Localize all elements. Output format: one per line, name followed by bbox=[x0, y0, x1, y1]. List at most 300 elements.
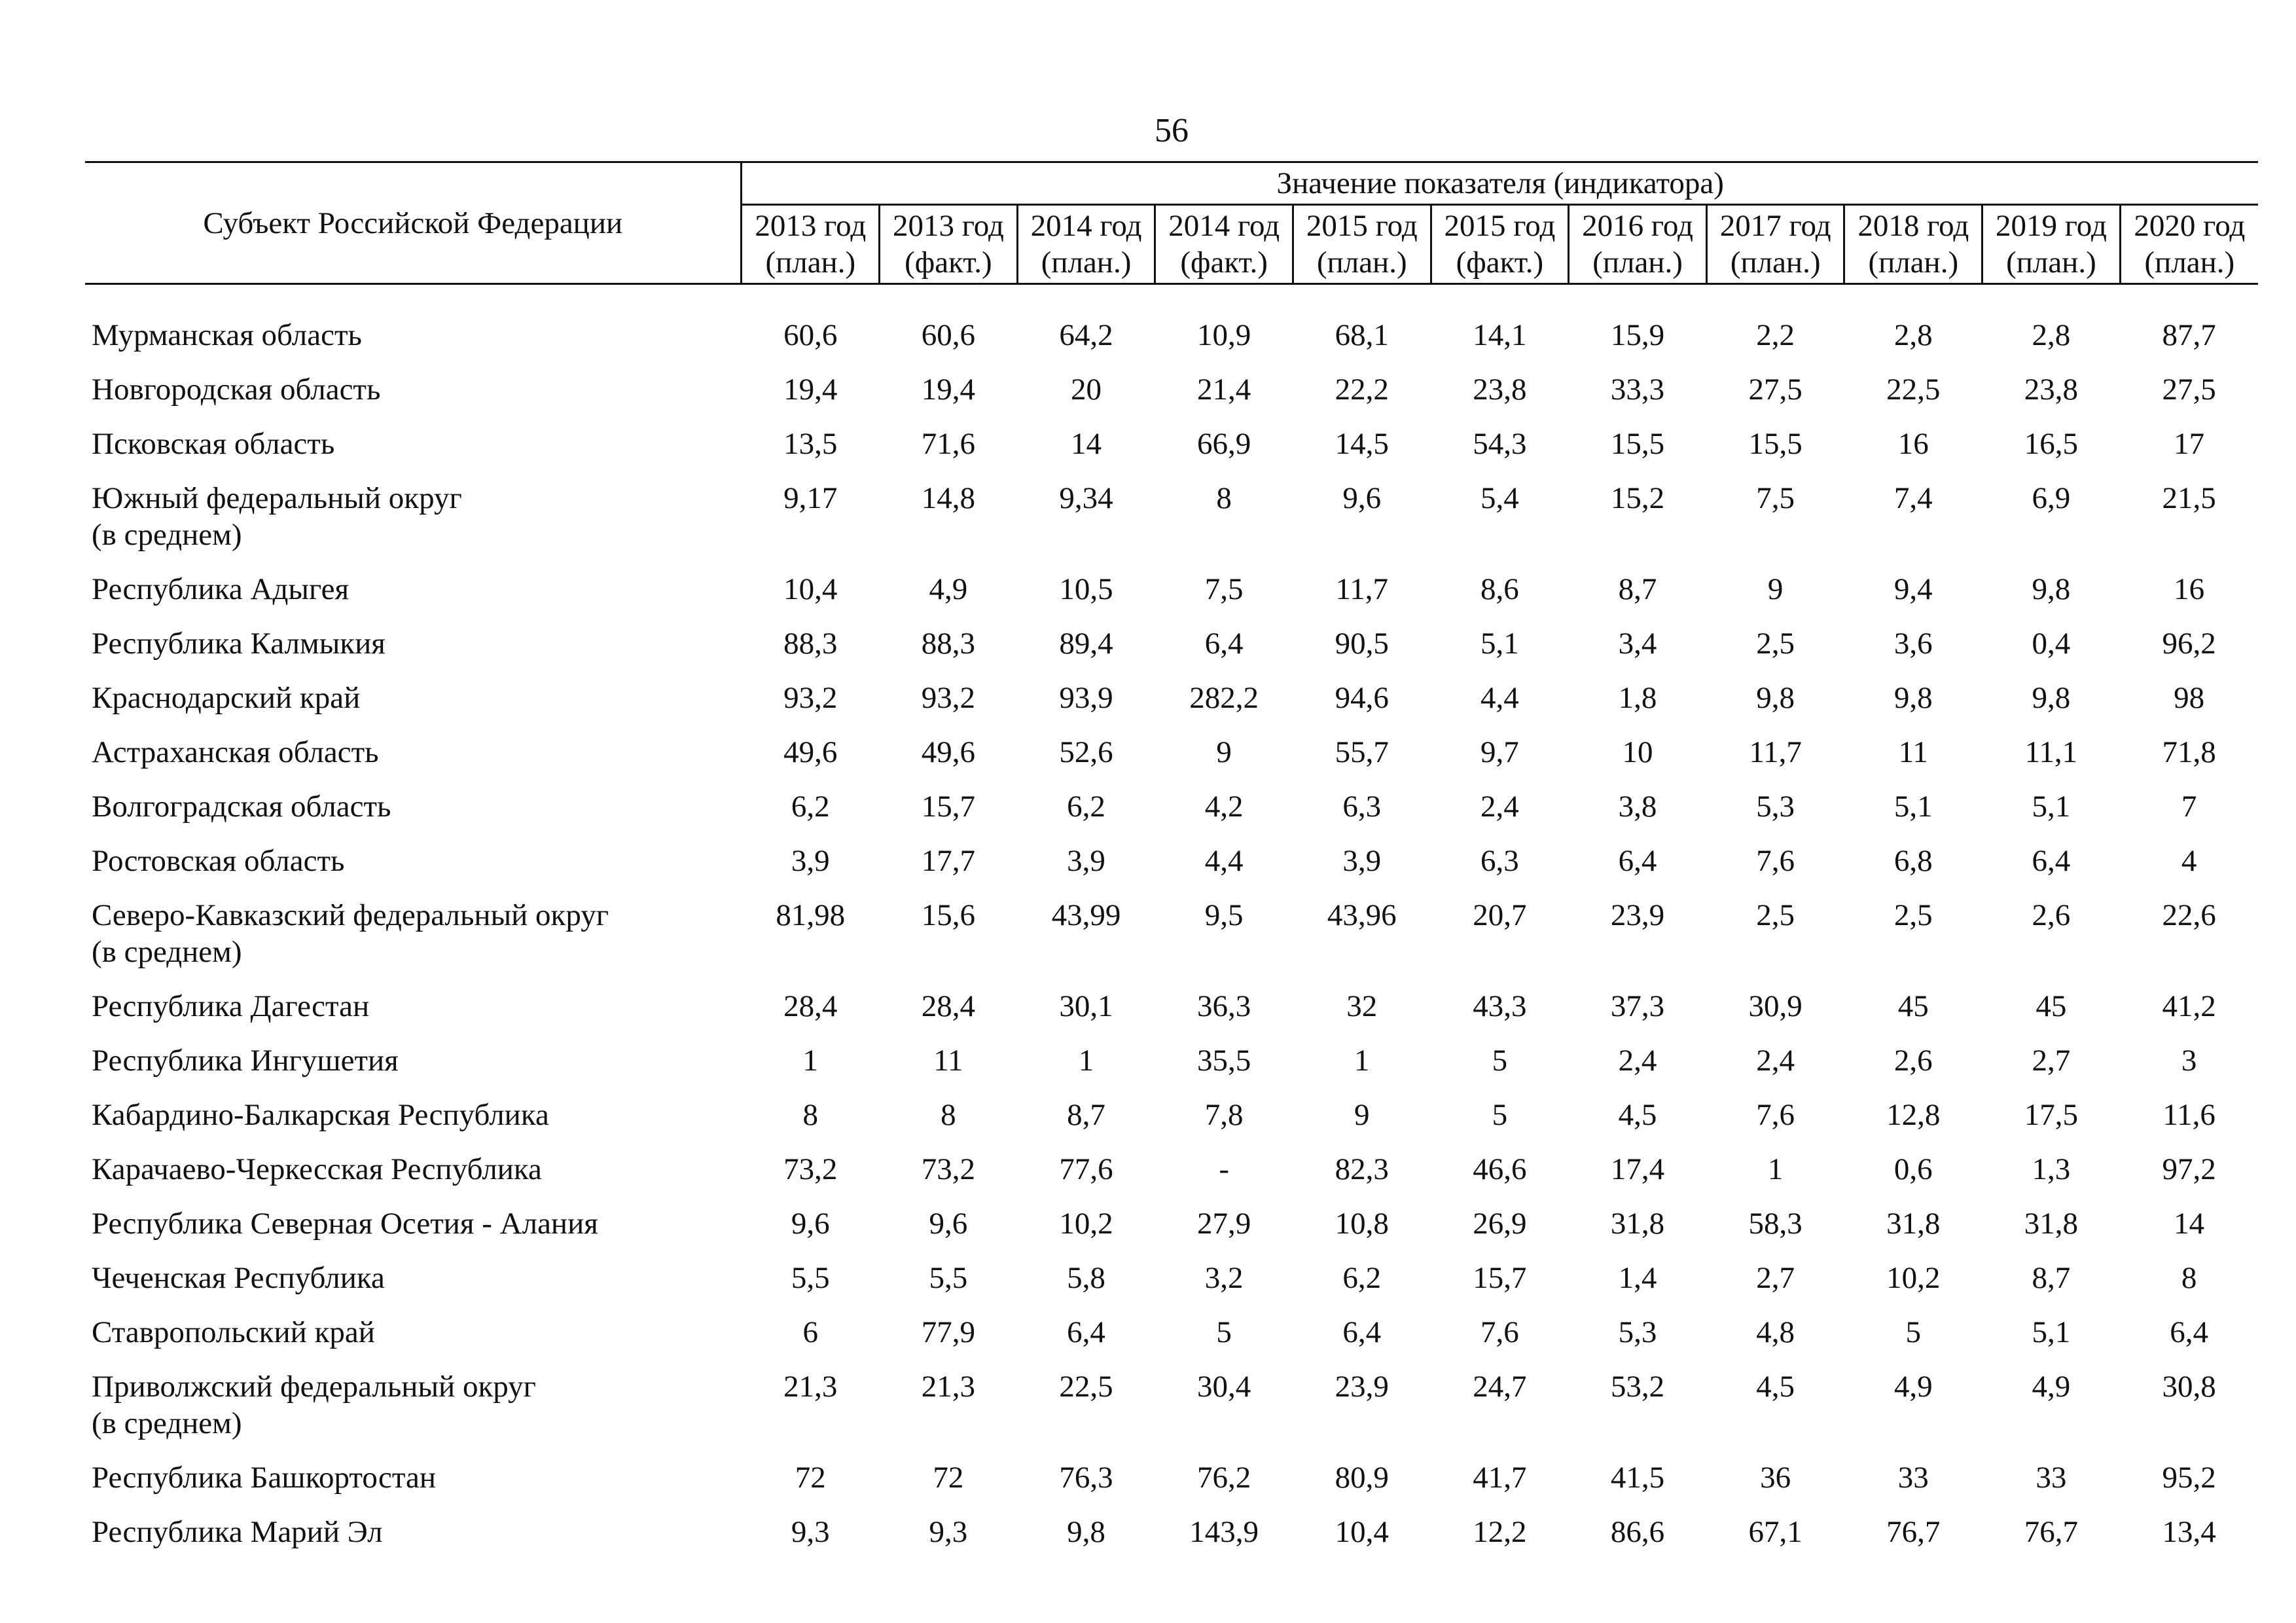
value-cell: 24,7 bbox=[1473, 1370, 1527, 1404]
year-column-header bbox=[1293, 205, 1431, 284]
value-cell: 43,96 bbox=[1327, 898, 1397, 932]
region-name: Астраханская область bbox=[92, 735, 379, 769]
value-cell: 66,9 bbox=[1197, 427, 1251, 461]
value-cell: 10,4 bbox=[1335, 1515, 1389, 1549]
value-cell: 4,2 bbox=[1204, 790, 1244, 824]
value-cell: 12,2 bbox=[1473, 1515, 1527, 1549]
table-row bbox=[85, 1091, 2258, 1145]
value-cell: 23,9 bbox=[1335, 1370, 1389, 1404]
value-cell: 43,99 bbox=[1051, 898, 1121, 932]
table-row bbox=[85, 1254, 2258, 1308]
value-cell: 9 bbox=[1767, 572, 1784, 606]
value-cell: 2,8 bbox=[1893, 318, 1933, 352]
value-cell: 10,2 bbox=[1886, 1261, 1941, 1295]
value-cell: 41,2 bbox=[2162, 989, 2216, 1023]
region-name: Республика Адыгея bbox=[92, 572, 350, 606]
value-cell: 6,4 bbox=[2170, 1315, 2208, 1349]
value-cell: 6 bbox=[802, 1315, 819, 1349]
value-cell: 93,2 bbox=[783, 681, 838, 715]
region-name: Республика Дагестан bbox=[92, 989, 370, 1023]
region-cell bbox=[85, 420, 742, 474]
value-cell: 8 bbox=[802, 1098, 819, 1132]
value-cell: 6,4 bbox=[1204, 627, 1244, 661]
value-cell: 49,6 bbox=[921, 735, 976, 769]
table-row bbox=[85, 1036, 2258, 1091]
value-cell: 1 bbox=[1354, 1044, 1370, 1078]
value-cell: 11 bbox=[1898, 735, 1928, 769]
region-name: Ставропольский край bbox=[92, 1315, 375, 1349]
value-cell: 21,5 bbox=[2162, 481, 2216, 515]
year-label: 2020 год bbox=[2134, 209, 2246, 243]
value-cell: 17 bbox=[2174, 427, 2205, 461]
value-cell: 9,34 bbox=[1059, 481, 1113, 515]
value-cell: 96,2 bbox=[2162, 627, 2216, 661]
table-body bbox=[85, 284, 2258, 1563]
value-cell: 6,2 bbox=[1067, 790, 1105, 824]
value-cell: 5,4 bbox=[1480, 481, 1519, 515]
value-cell: 8,7 bbox=[2032, 1261, 2071, 1295]
kind-label: (факт.) bbox=[1180, 246, 1268, 280]
value-cell: 30,8 bbox=[2162, 1370, 2216, 1404]
value-cell: 41,7 bbox=[1473, 1461, 1527, 1495]
value-cell: 6,4 bbox=[1067, 1315, 1105, 1349]
value-cell: 11,7 bbox=[1335, 572, 1389, 606]
value-cell: 86,6 bbox=[1610, 1515, 1665, 1549]
region-cell bbox=[85, 1091, 742, 1145]
value-cell: 88,3 bbox=[783, 627, 838, 661]
value-cell: 15,6 bbox=[921, 898, 976, 932]
value-cell: 21,3 bbox=[783, 1370, 838, 1404]
value-cell: 11,6 bbox=[2162, 1098, 2215, 1132]
value-cell: 82,3 bbox=[1335, 1152, 1389, 1186]
region-name: Южный федеральный округ bbox=[92, 481, 462, 515]
value-cell: 77,9 bbox=[921, 1315, 976, 1349]
year-label: 2013 год bbox=[755, 209, 867, 243]
region-cell bbox=[85, 619, 742, 674]
value-cell: 72 bbox=[795, 1461, 826, 1495]
value-cell: 9,8 bbox=[2032, 681, 2071, 715]
value-cell: 15,2 bbox=[1610, 481, 1665, 515]
value-cell: 81,98 bbox=[776, 898, 846, 932]
region-name-line2: (в среднем) bbox=[92, 935, 242, 969]
subject-column-header: Субъект Российской Федерации bbox=[85, 162, 742, 284]
value-cell: 1,8 bbox=[1618, 681, 1657, 715]
value-cell: 15,7 bbox=[921, 790, 976, 824]
value-cell: 16 bbox=[1897, 427, 1929, 461]
value-cell: 7,5 bbox=[1204, 572, 1244, 606]
value-cell: 6,2 bbox=[791, 790, 830, 824]
value-cell: 22,5 bbox=[1886, 373, 1941, 407]
value-cell: 93,9 bbox=[1059, 681, 1113, 715]
table-row bbox=[85, 982, 2258, 1036]
value-cell: 6,2 bbox=[1342, 1261, 1382, 1295]
region-name: Мурманская область bbox=[92, 318, 362, 352]
region-cell bbox=[85, 565, 742, 619]
region-name: Республика Калмыкия bbox=[92, 627, 386, 661]
value-cell: 21,3 bbox=[921, 1370, 976, 1404]
value-cell: 143,9 bbox=[1189, 1515, 1259, 1549]
year-label: 2019 год bbox=[1995, 209, 2107, 243]
kind-label: (план.) bbox=[1868, 246, 1959, 280]
table-header-top-row bbox=[85, 162, 2258, 205]
value-cell: 4,9 bbox=[929, 572, 968, 606]
value-cell: 9,5 bbox=[1204, 898, 1244, 932]
value-cell: 94,6 bbox=[1335, 681, 1389, 715]
value-cell: 17,7 bbox=[921, 844, 976, 878]
value-cell: 52,6 bbox=[1059, 735, 1113, 769]
value-cell: 5 bbox=[1216, 1315, 1232, 1349]
region-cell bbox=[85, 891, 742, 982]
value-cell: 7 bbox=[2181, 790, 2197, 824]
region-name: Чеченская Республика bbox=[92, 1261, 385, 1295]
value-cell: 4,8 bbox=[1756, 1315, 1795, 1349]
value-cell: 1 bbox=[1767, 1152, 1784, 1186]
region-cell bbox=[85, 311, 742, 365]
value-cell: 22,5 bbox=[1059, 1370, 1113, 1404]
value-cell: 8,7 bbox=[1067, 1098, 1105, 1132]
year-column-header bbox=[1431, 205, 1569, 284]
value-cell: 9,6 bbox=[929, 1207, 968, 1241]
value-cell: 90,5 bbox=[1335, 627, 1389, 661]
year-column-header bbox=[1706, 205, 1844, 284]
value-cell: 6,4 bbox=[1618, 844, 1657, 878]
value-cell: 27,9 bbox=[1197, 1207, 1251, 1241]
value-cell: 27,5 bbox=[1748, 373, 1803, 407]
value-cell: 3 bbox=[2181, 1044, 2197, 1078]
region-name: Северо-Кавказский федеральный округ bbox=[92, 898, 609, 932]
value-cell: 3,4 bbox=[1618, 627, 1657, 661]
value-cell: 64,2 bbox=[1059, 318, 1113, 352]
value-cell: 0,4 bbox=[2032, 627, 2071, 661]
table-row bbox=[85, 1362, 2258, 1453]
kind-label: (план.) bbox=[1592, 246, 1683, 280]
value-cell: 8 bbox=[941, 1098, 956, 1132]
year-label: 2013 год bbox=[892, 209, 1004, 243]
region-name: Волгоградская область bbox=[92, 790, 391, 824]
value-cell: 5,5 bbox=[929, 1261, 968, 1295]
value-cell: 4,9 bbox=[2032, 1370, 2071, 1404]
value-cell: 77,6 bbox=[1059, 1152, 1113, 1186]
value-cell: 4,4 bbox=[1204, 844, 1244, 878]
region-cell bbox=[85, 1254, 742, 1308]
value-cell: 9,6 bbox=[791, 1207, 830, 1241]
year-label: 2014 год bbox=[1030, 209, 1142, 243]
value-cell: 31,8 bbox=[1610, 1207, 1665, 1241]
region-name: Новгородская область bbox=[92, 373, 381, 407]
region-cell bbox=[85, 365, 742, 420]
value-cell: 45 bbox=[1897, 989, 1929, 1023]
value-cell: 6,4 bbox=[1342, 1315, 1382, 1349]
value-cell: 43,3 bbox=[1473, 989, 1527, 1023]
value-cell: 8 bbox=[1216, 481, 1232, 515]
value-cell: 60,6 bbox=[921, 318, 976, 352]
value-cell: 1,4 bbox=[1618, 1261, 1657, 1295]
value-cell: 10,9 bbox=[1197, 318, 1251, 352]
value-cell: 31,8 bbox=[1886, 1207, 1941, 1241]
value-cell: 5,8 bbox=[1067, 1261, 1105, 1295]
table-row bbox=[85, 891, 2258, 982]
value-cell: 9,17 bbox=[783, 481, 838, 515]
region-cell bbox=[85, 1308, 742, 1362]
value-cell: 6,3 bbox=[1480, 844, 1519, 878]
value-cell: 9 bbox=[1216, 735, 1232, 769]
kind-label: (план.) bbox=[1730, 246, 1821, 280]
year-column-header bbox=[1155, 205, 1293, 284]
value-cell: 9,6 bbox=[1342, 481, 1382, 515]
value-cell: 97,2 bbox=[2162, 1152, 2216, 1186]
value-cell: 14,8 bbox=[921, 481, 976, 515]
year-column-header bbox=[880, 205, 1018, 284]
year-label: 2016 год bbox=[1582, 209, 1693, 243]
value-cell: 2,6 bbox=[2032, 898, 2071, 932]
value-cell: 5,5 bbox=[791, 1261, 830, 1295]
value-cell: 0,6 bbox=[1893, 1152, 1933, 1186]
value-cell: 9,8 bbox=[1756, 681, 1795, 715]
value-cell: 5 bbox=[1492, 1044, 1508, 1078]
value-cell: 87,7 bbox=[2162, 318, 2216, 352]
value-cell: 2,6 bbox=[1893, 1044, 1933, 1078]
value-cell: 19,4 bbox=[783, 373, 838, 407]
value-cell: 9,8 bbox=[1893, 681, 1933, 715]
value-cell: 46,6 bbox=[1473, 1152, 1527, 1186]
value-cell: 5,1 bbox=[1893, 790, 1933, 824]
value-cell: 28,4 bbox=[921, 989, 976, 1023]
value-cell: 60,6 bbox=[783, 318, 838, 352]
year-column-header bbox=[1844, 205, 1982, 284]
value-cell: 16 bbox=[2174, 572, 2205, 606]
value-cell: 12,8 bbox=[1886, 1098, 1941, 1132]
kind-label: (план.) bbox=[1316, 246, 1407, 280]
table-row bbox=[85, 1453, 2258, 1508]
value-cell: 9,3 bbox=[929, 1515, 968, 1549]
value-cell: 3,8 bbox=[1618, 790, 1657, 824]
kind-label: (план.) bbox=[2006, 246, 2096, 280]
value-cell: 22,2 bbox=[1335, 373, 1389, 407]
value-cell: 76,2 bbox=[1197, 1461, 1251, 1495]
region-name: Ростовская область bbox=[92, 844, 345, 878]
region-cell bbox=[85, 1362, 742, 1453]
table-row bbox=[85, 1145, 2258, 1199]
value-cell: 9,7 bbox=[1480, 735, 1519, 769]
table-row bbox=[85, 420, 2258, 474]
value-cell: 30,4 bbox=[1197, 1370, 1251, 1404]
value-cell: 8,7 bbox=[1618, 572, 1657, 606]
value-cell: 32 bbox=[1346, 989, 1378, 1023]
value-cell: 58,3 bbox=[1748, 1207, 1803, 1241]
region-name: Республика Башкортостан bbox=[92, 1461, 436, 1495]
value-cell: 33 bbox=[2036, 1461, 2067, 1495]
region-cell bbox=[85, 837, 742, 891]
year-label: 2018 год bbox=[1857, 209, 1969, 243]
region-name: Карачаево-Черкесская Республика bbox=[92, 1152, 542, 1186]
value-cell: 23,9 bbox=[1610, 898, 1665, 932]
value-cell: 6,4 bbox=[2032, 844, 2071, 878]
value-cell: 76,7 bbox=[1886, 1515, 1941, 1549]
value-cell: 9 bbox=[1354, 1098, 1370, 1132]
value-cell: 3,9 bbox=[791, 844, 830, 878]
value-cell: 72 bbox=[933, 1461, 964, 1495]
value-cell: 14,5 bbox=[1335, 427, 1389, 461]
year-label: 2017 год bbox=[1719, 209, 1831, 243]
value-cell: 33,3 bbox=[1610, 373, 1665, 407]
table-row bbox=[85, 1199, 2258, 1254]
region-name: Республика Марий Эл bbox=[92, 1515, 383, 1549]
value-cell: 2,5 bbox=[1756, 898, 1795, 932]
value-cell: 5,3 bbox=[1756, 790, 1795, 824]
region-name: Приволжский федеральный округ bbox=[92, 1370, 536, 1404]
value-cell: 7,5 bbox=[1756, 481, 1795, 515]
value-cell: 36 bbox=[1760, 1461, 1791, 1495]
value-cell: 41,5 bbox=[1610, 1461, 1665, 1495]
value-cell: 2,7 bbox=[1756, 1261, 1795, 1295]
value-cell: 23,8 bbox=[2024, 373, 2079, 407]
region-cell bbox=[85, 1453, 742, 1508]
value-cell: 35,5 bbox=[1197, 1044, 1251, 1078]
value-cell: 19,4 bbox=[921, 373, 976, 407]
value-cell: 3,2 bbox=[1204, 1261, 1244, 1295]
region-cell bbox=[85, 982, 742, 1036]
value-cell: 4,5 bbox=[1756, 1370, 1795, 1404]
value-cell: 30,9 bbox=[1748, 989, 1803, 1023]
value-cell: 2,4 bbox=[1618, 1044, 1657, 1078]
value-cell: 14 bbox=[1071, 427, 1102, 461]
region-name: Псковская область bbox=[92, 427, 335, 461]
value-cell: 5,1 bbox=[2032, 1315, 2071, 1349]
value-cell: 2,4 bbox=[1480, 790, 1519, 824]
region-cell bbox=[85, 1508, 742, 1562]
table-row bbox=[85, 837, 2258, 891]
value-cell: 54,3 bbox=[1473, 427, 1527, 461]
value-cell: 10,2 bbox=[1059, 1207, 1113, 1241]
value-cell: 5,1 bbox=[1480, 627, 1519, 661]
value-cell: 45 bbox=[2036, 989, 2067, 1023]
value-cell: 26,9 bbox=[1473, 1207, 1527, 1241]
value-cell: 21,4 bbox=[1197, 373, 1251, 407]
value-cell: 1 bbox=[802, 1044, 819, 1078]
value-cell: 4,9 bbox=[1893, 1370, 1933, 1404]
value-cell: 93,2 bbox=[921, 681, 976, 715]
year-label: 2015 год bbox=[1306, 209, 1418, 243]
value-cell: 6,3 bbox=[1342, 790, 1382, 824]
value-cell: 36,3 bbox=[1197, 989, 1251, 1023]
value-cell: 22,6 bbox=[2162, 898, 2216, 932]
value-cell: 7,6 bbox=[1756, 1098, 1795, 1132]
region-cell bbox=[85, 674, 742, 728]
value-cell: 282,2 bbox=[1189, 681, 1259, 715]
year-column-header bbox=[2120, 205, 2258, 284]
value-cell: 7,8 bbox=[1204, 1098, 1244, 1132]
value-cell: 4,4 bbox=[1480, 681, 1519, 715]
region-name-line2: (в среднем) bbox=[92, 518, 242, 552]
value-cell: 55,7 bbox=[1335, 735, 1389, 769]
value-cell: 20,7 bbox=[1473, 898, 1527, 932]
value-cell: 9,3 bbox=[791, 1515, 830, 1549]
value-cell: 16,5 bbox=[2024, 427, 2079, 461]
value-cell: 8 bbox=[2181, 1261, 2197, 1295]
value-cell: 27,5 bbox=[2162, 373, 2216, 407]
value-cell: 4 bbox=[2181, 844, 2197, 878]
value-cell: 1,3 bbox=[2032, 1152, 2071, 1186]
value-cell: 10,4 bbox=[783, 572, 838, 606]
year-column-header bbox=[1982, 205, 2121, 284]
value-cell: 17,5 bbox=[2024, 1098, 2079, 1132]
kind-label: (факт.) bbox=[905, 246, 992, 280]
value-cell: 4,5 bbox=[1618, 1098, 1657, 1132]
value-cell: 33 bbox=[1897, 1461, 1929, 1495]
year-label: 2015 год bbox=[1444, 209, 1556, 243]
value-cell: 9,8 bbox=[1067, 1515, 1105, 1549]
value-cell: 6,8 bbox=[1893, 844, 1933, 878]
value-cell: 6,9 bbox=[2032, 481, 2071, 515]
value-cell: 73,2 bbox=[783, 1152, 838, 1186]
value-cell: - bbox=[1219, 1152, 1229, 1186]
indicator-table bbox=[85, 161, 2258, 1562]
region-cell bbox=[85, 782, 742, 837]
table-row bbox=[85, 1308, 2258, 1362]
value-cell: 7,6 bbox=[1480, 1315, 1519, 1349]
value-cell: 10 bbox=[1622, 735, 1653, 769]
value-cell: 5,3 bbox=[1618, 1315, 1657, 1349]
value-cell: 76,7 bbox=[2024, 1515, 2079, 1549]
table-row bbox=[85, 728, 2258, 782]
value-cell: 14 bbox=[2174, 1207, 2205, 1241]
header-spacer bbox=[85, 284, 2258, 312]
value-cell: 7,4 bbox=[1893, 481, 1933, 515]
table-row bbox=[85, 474, 2258, 565]
value-cell: 20 bbox=[1071, 373, 1102, 407]
region-cell bbox=[85, 728, 742, 782]
year-column-header bbox=[1569, 205, 1707, 284]
value-cell: 67,1 bbox=[1748, 1515, 1803, 1549]
value-cell: 31,8 bbox=[2024, 1207, 2079, 1241]
value-cell: 73,2 bbox=[921, 1152, 976, 1186]
value-cell: 80,9 bbox=[1335, 1461, 1389, 1495]
value-cell: 5 bbox=[1492, 1098, 1508, 1132]
value-cell: 71,8 bbox=[2162, 735, 2216, 769]
table-row bbox=[85, 674, 2258, 728]
indicator-group-header: Значение показателя (индикатора) bbox=[742, 162, 2258, 205]
value-cell: 8,6 bbox=[1480, 572, 1519, 606]
value-cell: 3,9 bbox=[1067, 844, 1105, 878]
region-cell bbox=[85, 1145, 742, 1199]
kind-label: (план.) bbox=[1041, 246, 1132, 280]
value-cell: 89,4 bbox=[1059, 627, 1113, 661]
value-cell: 37,3 bbox=[1610, 989, 1665, 1023]
value-cell: 15,9 bbox=[1610, 318, 1665, 352]
value-cell: 49,6 bbox=[783, 735, 838, 769]
value-cell: 2,5 bbox=[1756, 627, 1795, 661]
value-cell: 95,2 bbox=[2162, 1461, 2216, 1495]
value-cell: 13,4 bbox=[2162, 1515, 2216, 1549]
value-cell: 14,1 bbox=[1473, 318, 1527, 352]
value-cell: 11,1 bbox=[2024, 735, 2078, 769]
region-cell bbox=[85, 474, 742, 565]
value-cell: 68,1 bbox=[1335, 318, 1389, 352]
value-cell: 2,7 bbox=[2032, 1044, 2071, 1078]
value-cell: 23,8 bbox=[1473, 373, 1527, 407]
value-cell: 10,8 bbox=[1335, 1207, 1389, 1241]
value-cell: 2,8 bbox=[2032, 318, 2071, 352]
value-cell: 9,4 bbox=[1893, 572, 1933, 606]
year-column-header bbox=[1017, 205, 1155, 284]
value-cell: 71,6 bbox=[921, 427, 976, 461]
table-row bbox=[85, 619, 2258, 674]
table-row bbox=[85, 565, 2258, 619]
value-cell: 28,4 bbox=[783, 989, 838, 1023]
region-name: Краснодарский край bbox=[92, 681, 361, 715]
year-column-header bbox=[742, 205, 880, 284]
value-cell: 5,1 bbox=[2032, 790, 2071, 824]
